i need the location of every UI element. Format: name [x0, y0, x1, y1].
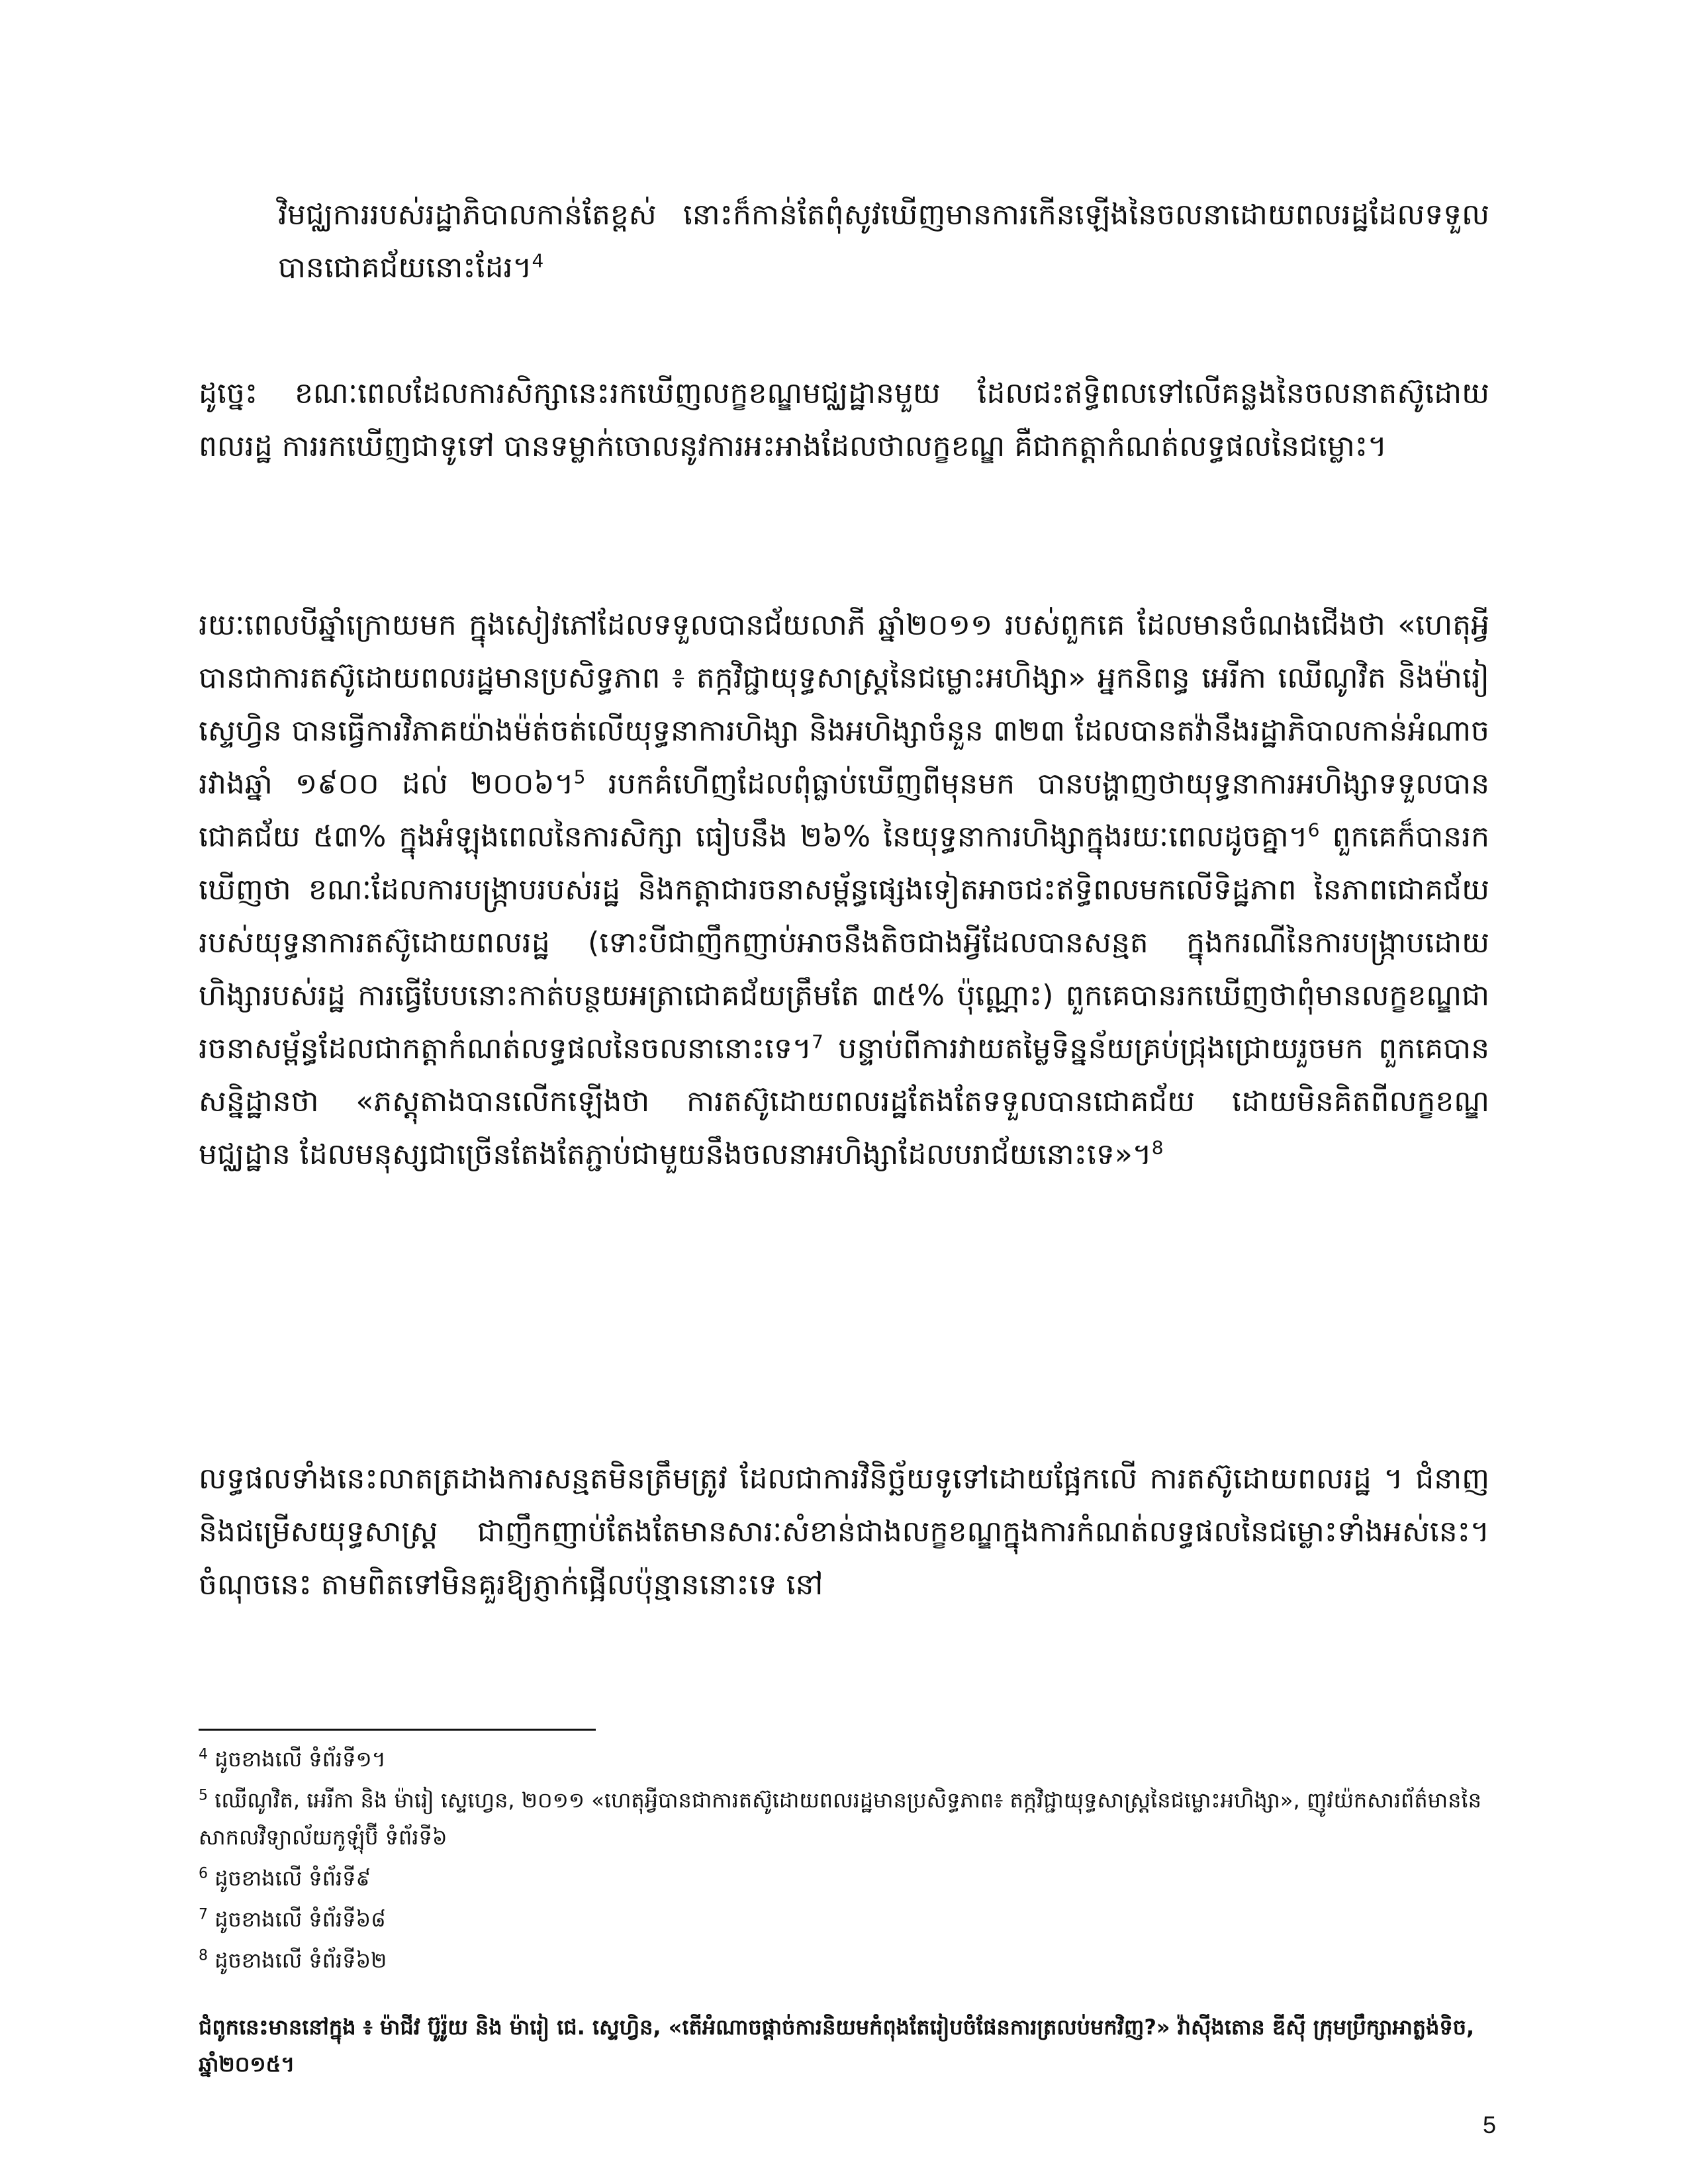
footnote-divider [199, 1729, 596, 1731]
quote-text: វិមជ្ឈការរបស់រដ្ឋាភិបាលកាន់តែខ្ពស់ នោះក៏កាន់តែពុំសូវឃើញមានការកើនឡើងនៃចលនាដោយពលរដ្ឋដែលទទួលបានជោគជ័យនោះដែរ។ [278, 198, 1489, 285]
footnote-text: ដូចខាងលើ ទំព័រទី៦៨ [208, 1907, 386, 1932]
source-note: ជំពូកនេះមាននៅក្នុង ៖ ម៉ាជីវ ប៊ូរ៉ូយ និង ម៉ារៀ ជេ. ស្ទេហ្វិន, «តើអំណាចផ្តាច់ការនិយមកំពុងតែរៀបចំផែនការត្រលប់មកវិញ?» វ៉ាស៊ីងតោន ឌីស៊ី ក្រុមប្រឹក្សាអាត្លង់ទិច, ឆ្នាំ២០១៥។ [199, 2015, 1475, 2077]
paragraph-2 [199, 367, 1489, 473]
footnote-6 [199, 1860, 1489, 1897]
quote-block [278, 189, 1489, 295]
footnote-ref-7[interactable]: 7 [811, 1030, 823, 1053]
footnote-7 [199, 1901, 1489, 1938]
footnote-text: ដូចខាងលើ ទំព័រទី១។ [208, 1747, 386, 1772]
footnotes [199, 1741, 1489, 1983]
paragraph-3-part-1: រយៈពេលបីឆ្នាំក្រោយមក ក្នុងសៀវភៅដែលទទួលបានជ័យលាភី ឆ្នាំ២០១១ របស់ពួកគេ ដែលមានចំណងជើងថា «ហេតុអ្វីបានជាការតស៊ូដោយពលរដ្ឋមានប្រសិទ្ធភាព ៖ តក្កវិជ្ជាយុទ្ធសាស្ត្រនៃជម្លោះអហិង្សា» អ្នកនិពន្ធ អេរីកា ឈើណូវិត និងម៉ារៀ ស្ទេហ្វិន បានធ្វើការវិភាគយ៉ាងម៉ត់ចត់លើយុទ្ធនាការហិង្សា និងអហិង្សាចំនួន ៣២៣ ដែលបានតវ៉ានឹងរដ្ឋាភិបាលកាន់អំណាចរវាងឆ្នាំ ១៩០០ ដល់ ២០០៦។ [199, 608, 1489, 801]
footnote-text: ដូចខាងលើ ទំព័រទី៩ [208, 1866, 371, 1891]
paragraph-3-part-4: បន្ទាប់ពីការវាយតម្លៃទិន្នន័យគ្រប់ជ្រុងជ្រោយរួចមក ពួកគេបានសន្និដ្ឋានថា «ភស្តុតាងបានលើកឡើងថា ការតស៊ូដោយពលរដ្ឋតែងតែទទួលបានជោគជ័យ ដោយមិនគិតពីលក្ខខណ្ឌមជ្ឈដ្ឋាន ដែលមនុស្សជាច្រើនតែងតែភ្ជាប់ជាមួយនឹងចលនាអហិង្សាដែលបរាជ័យនោះទេ»។ [199, 1032, 1489, 1171]
footnote-ref-6[interactable]: 6 [1307, 819, 1320, 841]
footnote-number: 6 [199, 1865, 208, 1882]
footnote-number: 5 [199, 1787, 208, 1804]
page-number: 5 [1482, 2111, 1496, 2138]
footnote-number: 7 [199, 1906, 208, 1923]
footnote-number: 4 [199, 1746, 208, 1763]
paragraph-4 [199, 1453, 1489, 1612]
footnote-ref-8[interactable]: 8 [1151, 1136, 1164, 1159]
footnote-number: 8 [199, 1947, 208, 1964]
footnote-5 [199, 1782, 1489, 1856]
paragraph-4-text: លទ្ធផលទាំងនេះលាតត្រដាងការសន្មតមិនត្រឹមត្រូវ ដែលជាការវិនិច្ឆ័យទូទៅដោយផ្អែកលើ ការតស៊ូដោយពលរដ្ឋ ។ ជំនាញ និងជម្រើសយុទ្ធសាស្ត្រ ជាញឹកញាប់តែងតែមានសារៈសំខាន់ជាងលក្ខខណ្ឌក្នុងការកំណត់លទ្ធផលនៃជម្លោះទាំងអស់នេះ។ ចំណុចនេះ តាមពិតទៅមិនគួរឱ្យភ្ញាក់ផ្អើលប៉ុន្មាននោះទេ នៅ [199, 1462, 1489, 1602]
footnote-text: ឈើណូវិត, អេរីកា និង ម៉ារៀ ស្ទេហ្វេន, ២០១១ «ហេតុអ្វីបានជាការតស៊ូដោយពលរដ្ឋមានប្រសិទ្ធភាព៖ តក្កវិជ្ជាយុទ្ធសាស្ត្រនៃជម្លោះអហិង្សា», ញូវយ៉កសារព័ត៌មាននៃសាកលវិទ្យាល័យកូឡុំប៊ី ទំព័រទី៦ [199, 1788, 1481, 1850]
footnote-ref-4[interactable]: 4 [532, 250, 544, 272]
footnote-4 [199, 1741, 1489, 1778]
paragraph-3 [199, 599, 1489, 1181]
paragraph-3-part-2: របកគំហើញដែលពុំធ្លាប់ឃើញពីមុនមក បានបង្ហាញថាយុទ្ធនាការអហិង្សាទទួលបានជោគជ័យ ៥៣% ក្នុងអំឡុងពេលនៃការសិក្សា ធៀបនឹង ២៦% នៃយុទ្ធនាការហិង្សាក្នុងរយៈពេលដូចគ្នា។ [199, 767, 1489, 854]
footnote-8 [199, 1942, 1489, 1979]
footnote-ref-5[interactable]: 5 [573, 766, 586, 788]
footnote-text: ដូចខាងលើ ទំព័រទី៦២ [208, 1948, 387, 1973]
paragraph-3-part-3: ពួកគេក៏បានរកឃើញថា ខណៈដែលការបង្រ្កាបរបស់រដ្ឋ និងកត្តាជារចនាសម្ព័ន្ធផ្សេងទៀតអាចជះឥទ្ធិពលមកលើទិដ្ឋភាព នៃភាពជោគជ័យរបស់យុទ្ធនាការតស៊ូដោយពលរដ្ឋ (ទោះបីជាញឹកញាប់អាចនឹងតិចជាងអ្វីដែលបានសន្មត ក្នុងករណីនៃការបង្ក្រាបដោយហិង្សារបស់រដ្ឋ ការធ្វើបែបនោះកាត់បន្ថយអត្រាជោគជ័យត្រឹមតែ ៣៥% ប៉ុណ្ណោះ) ពួកគេបានរកឃើញថាពុំមានលក្ខខណ្ឌជារចនាសម្ព័ន្ធដែលជាកត្តាកំណត់លទ្ធផលនៃចលនានោះទេ។ [199, 820, 1490, 1066]
paragraph-2-text: ដូច្នេះ ខណៈពេលដែលការសិក្សានេះរកឃើញលក្ខខណ្ឌមជ្ឈដ្ឋានមួយ ដែលជះឥទ្ធិពលទៅលើគន្លងនៃចលនាតស៊ូដោយពលរដ្ឋ ការរកឃើញជាទូទៅ បានទម្លាក់ចោលនូវការអះអាងដែលថាលក្ខខណ្ឌ គឺជាកត្តាកំណត់លទ្ធផលនៃជម្លោះ។ [199, 377, 1489, 463]
